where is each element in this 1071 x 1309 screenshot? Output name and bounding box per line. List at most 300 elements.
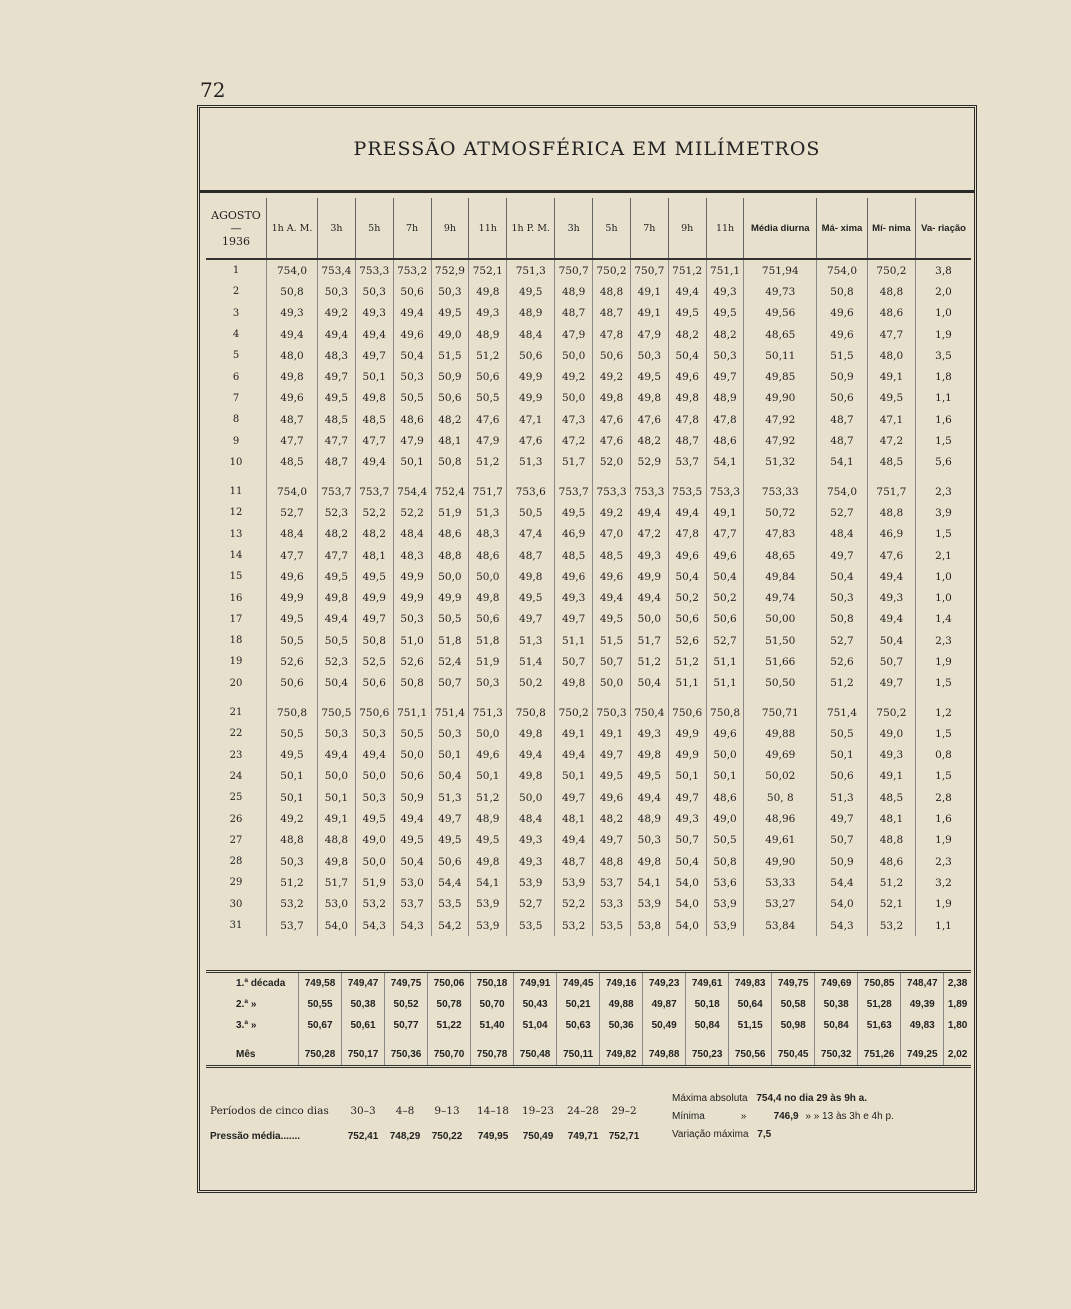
gap-cell — [555, 473, 593, 481]
value-cell: 51,7 — [317, 872, 355, 893]
summary-value: 51,04 — [514, 1015, 557, 1036]
value-cell: 49,6 — [706, 723, 744, 744]
day-cell: 26 — [206, 808, 267, 829]
value-cell: 50,4 — [668, 851, 706, 872]
value-cell: 48,65 — [744, 545, 817, 566]
value-cell: 50,0 — [593, 673, 631, 694]
summary-value: 749,47 — [342, 972, 385, 995]
summary-value: 50,58 — [772, 994, 815, 1015]
value-cell: 50,4 — [317, 673, 355, 694]
table-row — [206, 481, 971, 502]
value-cell: 49,0 — [867, 723, 915, 744]
value-cell: 50,1 — [393, 452, 431, 473]
value-cell: 49,4 — [317, 609, 355, 630]
value-cell: 49,4 — [355, 745, 393, 766]
value-cell: 54,1 — [630, 872, 668, 893]
value-cell: 48,2 — [431, 409, 469, 430]
month-label: AGOSTO — [211, 208, 261, 222]
value-cell: 50,0 — [630, 609, 668, 630]
value-cell: 49,2 — [267, 808, 318, 829]
gap-cell — [772, 1036, 815, 1044]
value-cell: 50,3 — [817, 587, 868, 608]
summary-value: 49,83 — [901, 1015, 944, 1036]
summary-value: 50,38 — [342, 994, 385, 1015]
value-cell: 49,6 — [593, 566, 631, 587]
period-value: 29–2 — [611, 1105, 637, 1117]
value-cell: 51,5 — [431, 345, 469, 366]
value-cell: 49,0 — [706, 808, 744, 829]
value-cell: 51,2 — [668, 651, 706, 672]
gap-cell — [916, 473, 971, 481]
value-cell: 49,0 — [431, 324, 469, 345]
table-row — [206, 609, 971, 630]
value-cell: 49,3 — [668, 808, 706, 829]
value-cell: 51,2 — [267, 872, 318, 893]
value-cell: 50,6 — [593, 345, 631, 366]
value-cell: 48,7 — [555, 303, 593, 324]
gap-cell — [858, 1036, 901, 1044]
value-cell: 50,5 — [817, 723, 868, 744]
value-cell: 50,0 — [555, 388, 593, 409]
value-cell: 54,1 — [817, 452, 868, 473]
value-cell: 50,3 — [630, 830, 668, 851]
summary-value: 750,28 — [299, 1044, 342, 1067]
value-cell: 49,9 — [393, 566, 431, 587]
gap-cell — [686, 1036, 729, 1044]
value-cell: 51,1 — [555, 630, 593, 651]
value-cell: 51,2 — [630, 651, 668, 672]
value-cell: 50,5 — [431, 609, 469, 630]
day-cell: 8 — [206, 409, 267, 430]
daily-pressure-table — [206, 198, 971, 936]
value-cell: 48,3 — [393, 545, 431, 566]
period-value: 14–18 — [477, 1105, 509, 1117]
value-cell: 49,5 — [317, 566, 355, 587]
value-cell: 2,0 — [935, 285, 952, 298]
summary-value: 750,11 — [557, 1044, 600, 1067]
value-cell: 50,2 — [507, 673, 555, 694]
summary-value: 49,87 — [643, 994, 686, 1015]
summary-value: 749,16 — [600, 972, 643, 995]
gap-cell — [916, 694, 971, 702]
day-cell: 13 — [206, 524, 267, 545]
value-cell: 754,0 — [817, 259, 868, 281]
value-cell: 48,9 — [630, 808, 668, 829]
day-cell: 1 — [206, 259, 267, 281]
value-cell: 50,3 — [393, 609, 431, 630]
value-cell: 48,2 — [355, 524, 393, 545]
table-row — [206, 702, 971, 723]
value-cell: 51,3 — [431, 787, 469, 808]
gap-cell — [206, 473, 267, 481]
value-cell: 49,9 — [267, 587, 318, 608]
table-title: PRESSÃO ATMOSFÉRICA EM MILÍMETROS — [200, 108, 974, 193]
value-cell: 49,3 — [867, 587, 915, 608]
value-cell: 48,8 — [317, 830, 355, 851]
value-cell: 49,4 — [355, 324, 393, 345]
value-cell: 48,7 — [817, 409, 868, 430]
value-cell: 47,0 — [593, 524, 631, 545]
value-cell: 49,6 — [267, 566, 318, 587]
value-cell: 49,2 — [555, 366, 593, 387]
value-cell: 49,8 — [630, 388, 668, 409]
value-cell: 49,1 — [867, 366, 915, 387]
value-cell: 49,8 — [630, 745, 668, 766]
value-cell: 49,4 — [555, 745, 593, 766]
value-cell: 48,1 — [355, 545, 393, 566]
value-cell: 49,5 — [355, 566, 393, 587]
var-label: Variação máxima — [672, 1129, 749, 1140]
summary-value: 50,78 — [428, 994, 471, 1015]
value-cell: 753,3 — [630, 481, 668, 502]
hour-header: 5h — [355, 198, 393, 259]
value-cell: 49,3 — [507, 830, 555, 851]
value-cell: 47,9 — [555, 324, 593, 345]
value-cell: 50,11 — [744, 345, 817, 366]
year-label: 1936 — [222, 234, 250, 248]
value-cell: 50,8 — [817, 281, 868, 302]
gap-cell — [706, 694, 744, 702]
day-cell: 27 — [206, 830, 267, 851]
summary-value: 750,36 — [385, 1044, 428, 1067]
value-cell: 49,4 — [668, 502, 706, 523]
value-cell: 51,3 — [507, 630, 555, 651]
summary-value: 2,02 — [947, 1049, 968, 1060]
gap-cell — [267, 473, 318, 481]
summary-value: 50,63 — [557, 1015, 600, 1036]
value-cell: 49,5 — [593, 609, 631, 630]
value-cell: 47,9 — [630, 324, 668, 345]
value-cell: 49,4 — [267, 324, 318, 345]
value-cell: 47,8 — [668, 524, 706, 545]
summary-label: 1.ª década — [206, 972, 299, 995]
value-cell: 50,3 — [317, 281, 355, 302]
summary-value: 750,06 — [428, 972, 471, 995]
value-cell: 51,9 — [431, 502, 469, 523]
value-cell: 53,2 — [355, 894, 393, 915]
minima-header: Mí- nima — [867, 198, 915, 259]
table-row — [206, 808, 971, 829]
value-cell: 751,7 — [469, 481, 507, 502]
summary-value: 1,89 — [947, 999, 968, 1010]
gap-cell — [817, 473, 868, 481]
value-cell: 750,8 — [507, 702, 555, 723]
value-cell: 50,5 — [267, 723, 318, 744]
value-cell: 49,9 — [393, 587, 431, 608]
gap-cell — [507, 473, 555, 481]
summary-label: 2.ª » — [206, 994, 299, 1015]
value-cell: 753,2 — [393, 259, 431, 281]
value-cell: 49,6 — [668, 366, 706, 387]
day-cell: 20 — [206, 673, 267, 694]
summary-row — [206, 1044, 971, 1067]
value-cell: 49,8 — [507, 566, 555, 587]
hour-header: 1h P. M. — [507, 198, 555, 259]
value-cell: 51,2 — [867, 872, 915, 893]
table-row — [206, 324, 971, 345]
value-cell: 50,6 — [817, 766, 868, 787]
value-cell: 50,3 — [706, 345, 744, 366]
summary-value: 50,61 — [342, 1015, 385, 1036]
value-cell: 47,8 — [593, 324, 631, 345]
value-cell: 49,5 — [630, 766, 668, 787]
variacao-header: Va- riação — [916, 198, 971, 259]
value-cell: 53,5 — [431, 894, 469, 915]
value-cell: 53,9 — [555, 872, 593, 893]
value-cell: 50,0 — [469, 566, 507, 587]
value-cell: 47,1 — [867, 409, 915, 430]
gap-cell — [555, 694, 593, 702]
value-cell: 49,88 — [744, 723, 817, 744]
gap-cell — [557, 1036, 600, 1044]
gap-cell — [471, 1036, 514, 1044]
abs-max-label: Máxima absoluta — [672, 1093, 748, 1104]
value-cell: 50,0 — [555, 345, 593, 366]
hour-header: 11h — [469, 198, 507, 259]
value-cell: 50,8 — [393, 673, 431, 694]
value-cell: 49,1 — [317, 808, 355, 829]
value-cell: 49,61 — [744, 830, 817, 851]
value-cell: 1,1 — [935, 919, 952, 932]
value-cell: 50,0 — [355, 851, 393, 872]
value-cell: 48,4 — [393, 524, 431, 545]
value-cell: 47,6 — [593, 430, 631, 451]
value-cell: 50,3 — [431, 281, 469, 302]
value-cell: 49,9 — [668, 723, 706, 744]
value-cell: 49,5 — [507, 281, 555, 302]
value-cell: 51,9 — [355, 872, 393, 893]
value-cell: 48,7 — [668, 430, 706, 451]
value-cell: 1,1 — [935, 392, 952, 405]
value-cell: 49,5 — [507, 587, 555, 608]
value-cell: 50,6 — [393, 281, 431, 302]
value-cell: 752,4 — [431, 481, 469, 502]
summary-value: 50,55 — [299, 994, 342, 1015]
value-cell: 52,9 — [630, 452, 668, 473]
value-cell: 49,7 — [555, 787, 593, 808]
value-cell: 52,5 — [355, 651, 393, 672]
value-cell: 50,6 — [706, 609, 744, 630]
table-row — [206, 766, 971, 787]
gap-cell — [944, 1036, 971, 1044]
value-cell: 51,7 — [630, 630, 668, 651]
summary-value: 50,21 — [557, 994, 600, 1015]
value-cell: 51,2 — [817, 673, 868, 694]
value-cell: 53,7 — [393, 894, 431, 915]
value-cell: 1,6 — [935, 413, 952, 426]
table-row — [206, 894, 971, 915]
gap-cell — [428, 1036, 471, 1044]
page-number: 72 — [200, 78, 226, 102]
value-cell: 52,1 — [867, 894, 915, 915]
value-cell: 49,8 — [630, 851, 668, 872]
value-cell: 49,8 — [668, 388, 706, 409]
value-cell: 753,7 — [355, 481, 393, 502]
value-cell: 53,6 — [706, 872, 744, 893]
value-cell: 48,9 — [555, 281, 593, 302]
value-cell: 1,2 — [935, 706, 952, 719]
summary-value: 749,82 — [600, 1044, 643, 1067]
summary-value: 749,83 — [729, 972, 772, 995]
value-cell: 49,1 — [555, 723, 593, 744]
value-cell: 49,3 — [867, 745, 915, 766]
value-cell: 49,6 — [593, 787, 631, 808]
summary-value: 50,49 — [643, 1015, 686, 1036]
value-cell: 49,4 — [593, 587, 631, 608]
table-row — [206, 303, 971, 324]
value-cell: 54,3 — [393, 915, 431, 936]
value-cell: 49,9 — [507, 366, 555, 387]
summary-value: 49,88 — [600, 994, 643, 1015]
value-cell: 754,0 — [817, 481, 868, 502]
value-cell: 51,2 — [469, 345, 507, 366]
value-cell: 52,7 — [507, 894, 555, 915]
day-cell: 23 — [206, 745, 267, 766]
value-cell: 54,3 — [355, 915, 393, 936]
table-row — [206, 872, 971, 893]
abs-max-line — [672, 1093, 894, 1111]
day-cell: 6 — [206, 366, 267, 387]
value-cell: 49,6 — [267, 388, 318, 409]
value-cell: 47,6 — [507, 430, 555, 451]
value-cell: 1,9 — [935, 898, 952, 911]
value-cell: 751,1 — [706, 259, 744, 281]
value-cell: 53,2 — [867, 915, 915, 936]
summary-value: 50,18 — [686, 994, 729, 1015]
value-cell: 48,8 — [867, 281, 915, 302]
value-cell: 754,0 — [267, 481, 318, 502]
value-cell: 50,7 — [555, 651, 593, 672]
value-cell: 49,4 — [630, 502, 668, 523]
value-cell: 51,1 — [706, 673, 744, 694]
value-cell: 2,3 — [935, 634, 952, 647]
value-cell: 753,3 — [593, 481, 631, 502]
value-cell: 50,6 — [393, 766, 431, 787]
value-cell: 47,4 — [507, 524, 555, 545]
value-cell: 750,7 — [555, 259, 593, 281]
gap-cell — [342, 1036, 385, 1044]
summary-label: Mês — [206, 1044, 299, 1067]
value-cell: 53,7 — [668, 452, 706, 473]
value-cell: 751,7 — [867, 481, 915, 502]
value-cell: 50,5 — [706, 830, 744, 851]
value-cell: 46,9 — [555, 524, 593, 545]
value-cell: 51,3 — [469, 502, 507, 523]
day-cell: 15 — [206, 566, 267, 587]
value-cell: 48,9 — [706, 388, 744, 409]
value-cell: 50,8 — [355, 630, 393, 651]
gap-cell — [630, 694, 668, 702]
value-cell: 53,7 — [593, 872, 631, 893]
value-cell: 53,2 — [555, 915, 593, 936]
value-cell: 49,6 — [817, 324, 868, 345]
summary-value: 749,91 — [514, 972, 557, 995]
value-cell: 50,4 — [668, 345, 706, 366]
summary-label: 3.ª » — [206, 1015, 299, 1036]
value-cell: 53,8 — [630, 915, 668, 936]
value-cell: 54,0 — [317, 915, 355, 936]
value-cell: 49,4 — [317, 745, 355, 766]
value-cell: 751,1 — [393, 702, 431, 723]
gap-cell — [668, 694, 706, 702]
table-row — [206, 388, 971, 409]
value-cell: 47,9 — [393, 430, 431, 451]
maxima-header: Má- xima — [817, 198, 868, 259]
gap-cell — [206, 1036, 299, 1044]
value-cell: 53,33 — [744, 872, 817, 893]
value-cell: 48,3 — [469, 524, 507, 545]
value-cell: 49,7 — [668, 787, 706, 808]
value-cell: 50,9 — [817, 366, 868, 387]
min-detail: » » 13 às 3h e 4h p. — [805, 1111, 894, 1122]
summary-value: 750,56 — [729, 1044, 772, 1067]
value-cell: 50,3 — [355, 723, 393, 744]
value-cell: 48,6 — [431, 524, 469, 545]
table-row — [206, 851, 971, 872]
value-cell: 49,90 — [744, 388, 817, 409]
table-row — [206, 915, 971, 936]
value-cell: 50,0 — [355, 766, 393, 787]
value-cell: 49,2 — [593, 366, 631, 387]
value-cell: 49,5 — [393, 830, 431, 851]
value-cell: 50, 8 — [744, 787, 817, 808]
value-cell: 49,5 — [630, 366, 668, 387]
summary-value: 49,39 — [901, 994, 944, 1015]
value-cell: 48,5 — [593, 545, 631, 566]
value-cell: 49,5 — [469, 830, 507, 851]
period-value: 30–3 — [350, 1105, 376, 1117]
value-cell: 50,02 — [744, 766, 817, 787]
value-cell: 48,65 — [744, 324, 817, 345]
gap-cell — [431, 694, 469, 702]
value-cell: 50,0 — [507, 787, 555, 808]
value-cell: 2,1 — [935, 549, 952, 562]
value-cell: 750,8 — [267, 702, 318, 723]
value-cell: 49,6 — [469, 745, 507, 766]
summary-value: 50,84 — [815, 1015, 858, 1036]
summary-value: 50,84 — [686, 1015, 729, 1036]
period-value: 4–8 — [395, 1105, 415, 1117]
value-cell: 54,1 — [706, 452, 744, 473]
gap-cell — [385, 1036, 428, 1044]
min-line — [672, 1111, 894, 1129]
value-cell: 52,3 — [317, 502, 355, 523]
day-cell: 29 — [206, 872, 267, 893]
value-cell: 49,5 — [431, 830, 469, 851]
value-cell: 49,8 — [507, 766, 555, 787]
value-cell: 49,5 — [593, 766, 631, 787]
value-cell: 52,3 — [317, 651, 355, 672]
value-cell: 50,2 — [668, 587, 706, 608]
value-cell: 49,3 — [355, 303, 393, 324]
hour-header: 9h — [668, 198, 706, 259]
value-cell: 750,2 — [593, 259, 631, 281]
value-cell: 48,2 — [630, 430, 668, 451]
value-cell: 50,1 — [317, 787, 355, 808]
day-cell: 17 — [206, 609, 267, 630]
value-cell: 49,3 — [630, 545, 668, 566]
value-cell: 48,5 — [555, 545, 593, 566]
table-row — [206, 630, 971, 651]
value-cell: 50,6 — [431, 388, 469, 409]
gap-cell — [600, 1036, 643, 1044]
value-cell: 51,50 — [744, 630, 817, 651]
summary-row — [206, 1015, 971, 1036]
summary-value: 50,67 — [299, 1015, 342, 1036]
media-header: Média diurna — [744, 198, 817, 259]
value-cell: 52,7 — [817, 630, 868, 651]
period-value: 24–28 — [567, 1105, 599, 1117]
